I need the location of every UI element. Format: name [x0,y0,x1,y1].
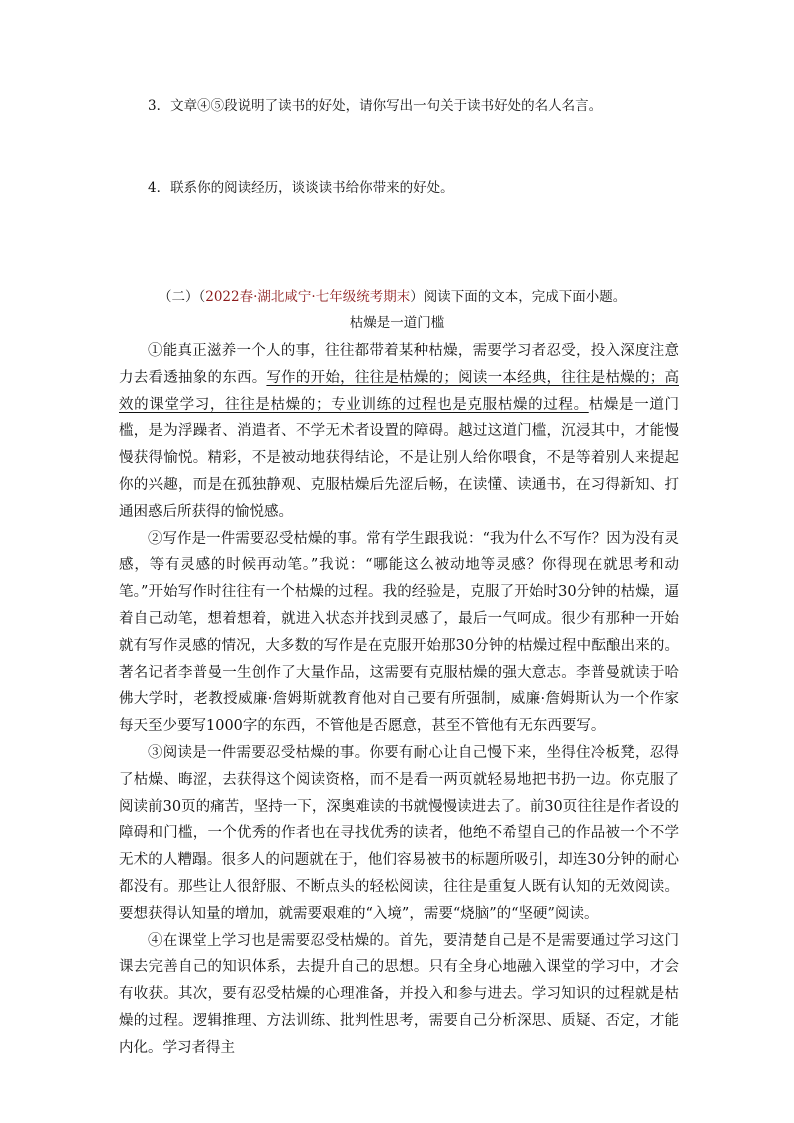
article-title: 枯燥是一道门槛 [349,315,445,331]
paragraph-2: ②写作是一件需要忍受枯燥的事。常有学生跟我说：“我为什么不写作？因为没有灵感，等有灵感的时候再动笔。”我说：“哪能这么被动地等灵感？你得现在就思考和动笔。”开始写作时往往有一个枯燥的过程。我的经验是，克服了开始时30分钟的枯燥，逼着自己动笔，想着想着，就进入状态并找到灵感了，最后一气呵成。很少有那种一开始就有写作灵感的情况，大多数的写作是在克服开始那30分钟的枯燥过程中酝酿出来的。著名记者李普曼一生创作了大量作品，这需要有克服枯燥的强大意志。李普曼就读于哈佛大学时，老教授威廉·詹姆斯就教育他对自己要有所强制，威廉·詹姆斯认为一个作家每天至少要写1000字的东西，不管他是否愿意，甚至不管他有无东西要写。 [119,530,679,735]
section-suffix: ）阅读下面的文本，完成下面小题。 [410,289,627,305]
paragraph-1 [119,338,679,526]
paragraph-3: ③阅读是一件需要忍受枯燥的事。你要有耐心让自己慢下来，坐得住冷板凳，忍得了枯燥、晦涩，去获得这个阅读资格，而不是看一两页就轻易地把书扔一边。你克服了阅读前30页的痛苦，坚持一下，深奥难读的书就慢慢读进去了。前30页往往是作者设的障碍和门槛，一个优秀的作者也在寻找优秀的读者，他绝不希望自己的作品被一个不学无术的人糟蹋。很多人的问题就在于，他们容易被书的标题所吸引，却连30分钟的耐心都没有。那些让人很舒服、不断点头的轻松阅读，往往是重复人既有认知的无效阅读。要想获得认知量的增加，就需要艰难的“入境”，需要“烧脑”的“坚硬”阅读。 [119,744,679,922]
paragraph-4: ④在课堂上学习也是需要忍受枯燥的。首先，要清楚自己是不是需要通过学习这门课去完善自己的知识体系，去提升自己的思想。只有全身心地融入课堂的学习中，才会有收获。其次，要有忍受枯燥的心理准备，并投入和参与进去。学习知识的过程就是枯燥的过程。逻辑推理、方法训练、批判性思考，需要自己分析深思、质疑、否定，才能内化。学习者得主 [119,932,679,1056]
section-heading [158,287,626,307]
section-source: 2022春·湖北咸宁·七年级统考期末 [205,289,411,305]
section-prefix: （二）（ [158,289,206,305]
article-body [119,338,679,1062]
paragraph-1-start: ①能真正滋养一个人的事，往往都带着某种枯燥，需要学习者忍受，投入深度注意力去看透抽象的东西。 [119,343,679,386]
question-4: 4．联系你的阅读经历，谈谈读书给你带来的好处。 [148,180,454,196]
question-3: 3．文章④⑤段说明了读书的好处，请你写出一句关于读书好处的名人名言。 [148,98,603,114]
paragraph-1-underlined: 写作的开始，往往是枯燥的；阅读一本经典，往往是枯燥的；高效的课堂学习，往往是枯燥的；专业训练的过程也是克服枯燥的过程。 [119,369,680,413]
paragraph-1-end: 枯燥是一道门槛，是为浮躁者、消遣者、不学无术者设置的障碍。越过这道门槛，沉浸其中，才能慢慢获得愉悦。精彩，不是被动地获得结论，不是让别人给你喂食，不是等着别人来提起你的兴趣，而是在孤独静观、克服枯燥后先涩后畅，在读懂、读通书，在习得新知、打通困惑后所获得的愉悦感。 [119,396,679,520]
